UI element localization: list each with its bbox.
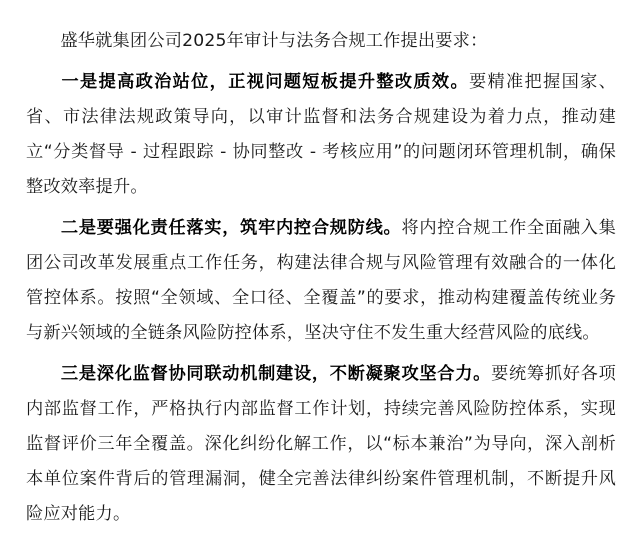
paragraph-lead: 一是提高政治站位，正视问题短板提升整改质效。 [60, 72, 469, 92]
paragraph-body: 要精准把握国家、省、市法律法规政策导向，以审计监督和法务合规建设为着力点，推动建立“分类督导 - 过程跟踪 - 协同整改 - 考核应用”的问题闭环管理机制，确保整改效率提升。 [26, 72, 616, 197]
paragraph-intro [26, 24, 616, 59]
paragraph-body: 盛华就集团公司2025年审计与法务合规工作提出要求： [60, 31, 488, 51]
paragraph-body: 要统筹抓好各项内部监督工作，严格执行内部监督工作计划，持续完善风险防控体系，实现监督评价三年全覆盖。深化纠纷化解工作，以“标本兼治”为导向，深入剖析本单位案件背后的管理漏洞，健全完善法律纠纷案件管理机制，不断提升风险应对能力。 [26, 364, 616, 524]
paragraph-point-one [26, 65, 616, 205]
paragraph-point-three [26, 357, 616, 532]
paragraph-lead: 二是要强化责任落实，筑牢内控合规防线。 [60, 218, 402, 238]
paragraph-lead: 三是深化监督协同联动机制建设，不断凝聚攻坚合力。 [60, 364, 492, 384]
paragraph-point-two [26, 211, 616, 351]
paragraph-body: 将内控合规工作全面融入集团公司改革发展重点工作任务，构建法律合规与风险管理有效融合的一体化管控体系。按照“全领域、全口径、全覆盖”的要求，推动构建覆盖传统业务与新兴领域的全链条风险防控体系，坚决守住不发生重大经营风险的底线。 [26, 218, 616, 343]
